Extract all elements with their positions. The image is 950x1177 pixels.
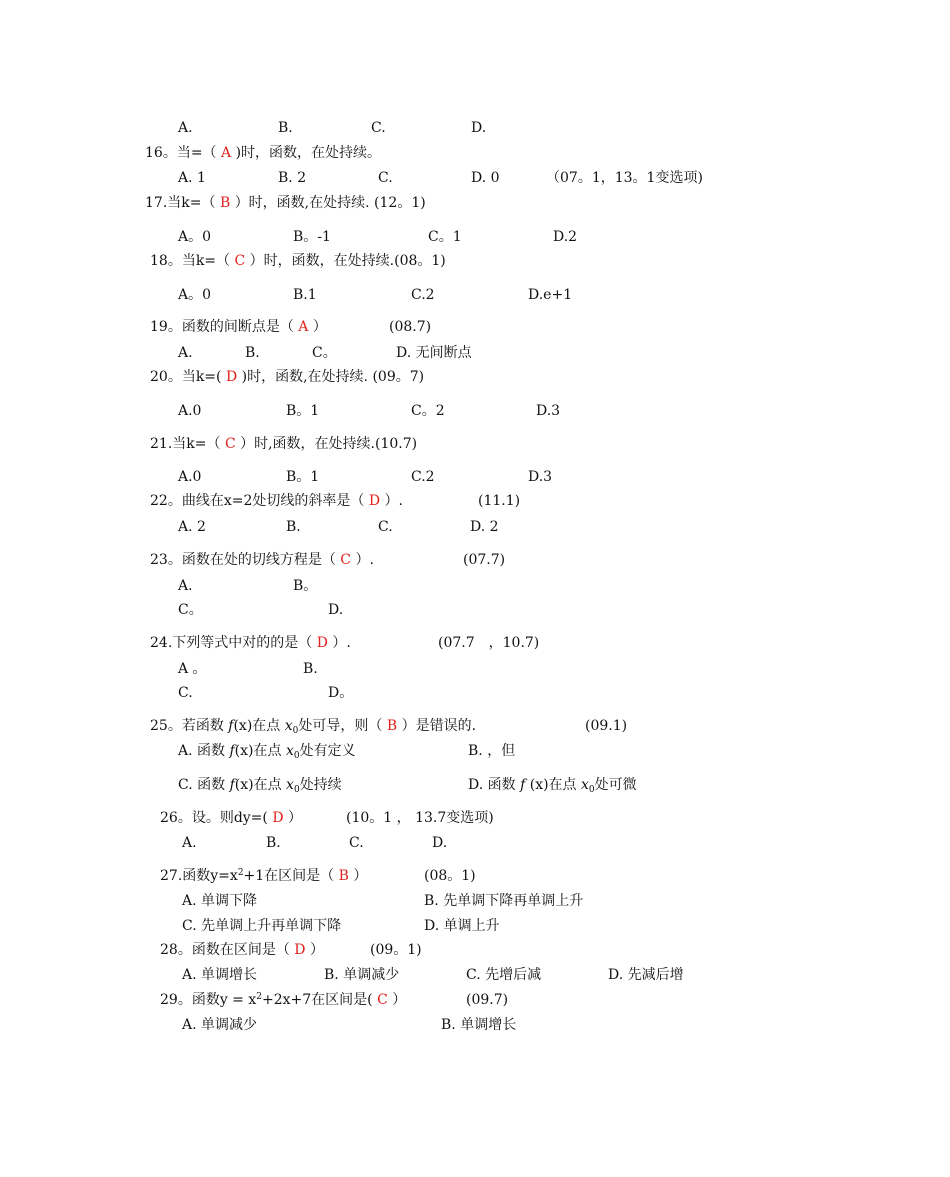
q20-option-a: A.0 (178, 403, 202, 419)
q21-option-a: A.0 (178, 469, 202, 485)
q25-question: 25。若函数 f(x)在点 $x_0$处可导，则（ B ）是错误的. (150, 718, 477, 736)
q26-answer: D (272, 810, 284, 826)
q26-question: 26。设。则dy=( D ） (160, 810, 303, 826)
q20-option-b: B。1 (286, 403, 320, 419)
q22-source: (11.1) (478, 493, 521, 509)
q22-option-c: C. (378, 519, 393, 535)
q16-option-d: D. 0 (471, 170, 500, 186)
q16-option-c: C. (378, 170, 393, 186)
q20-question: 20。当k=( D )时，函数,在处持续. (09。7) (150, 369, 425, 385)
q25-option-d: D. 函数 f (x)在点 $x_0$处可微 (468, 777, 637, 795)
q27-answer: B (338, 868, 349, 884)
q28-option-d: D. 先减后增 (608, 967, 684, 983)
q29-source: (09.7) (466, 992, 509, 1008)
q18-answer: C (234, 253, 246, 269)
q24-answer: D (316, 635, 328, 651)
q15-option-a: A. (178, 120, 193, 136)
q15-option-c: C. (371, 120, 386, 136)
q28-source: (09。1) (370, 942, 422, 958)
q27-option-c: C. 先单调上升再单调下降 (182, 918, 342, 934)
q28-option-b: B. 单调减少 (324, 967, 400, 983)
q17-option-a: A。0 (178, 229, 212, 245)
q24-question: 24.下列等式中对的的是（ D ）. (150, 635, 351, 651)
q28-option-c: C. 先增后减 (466, 967, 542, 983)
q29-option-a: A. 单调减少 (182, 1017, 258, 1033)
q27-option-a: A. 单调下降 (182, 893, 258, 909)
q19-source: (08.7) (389, 319, 432, 335)
q19-question: 19。函数的间断点是（ A ） (150, 319, 327, 335)
q16-option-a: A. 1 (178, 170, 206, 186)
q23-option-a: A. (178, 578, 193, 594)
q20-answer: D (225, 369, 238, 385)
q18-option-c: C.2 (411, 287, 435, 303)
q27-source: (08。1) (424, 868, 476, 884)
q23-question: 23。函数在处的切线方程是（ C ）. (150, 552, 374, 568)
q19-answer: A (298, 319, 309, 335)
q25-answer: B (386, 718, 398, 734)
q16-question: 16。当=（ A )时，函数，在处持续。 (145, 145, 382, 161)
q16-option-b: B. 2 (278, 170, 307, 186)
q19-option-c: C。 (312, 345, 337, 361)
q25-option-b: B. ，但 (468, 743, 516, 759)
q17-question: 17.当k=（ B ）时，函数,在处持续. (12。1) (145, 195, 426, 211)
q21-question: 21.当k=（ C ）时,函数，在处持续.(10.7) (150, 436, 418, 452)
q24-source: (07.7 ，10.7) (438, 635, 540, 651)
q18-question: 18。当k=（ C ）时，函数，在处持续.(08。1) (150, 253, 446, 269)
q23-option-b: B。 (293, 578, 318, 594)
q16-answer: A (221, 145, 232, 161)
q18-option-b: B.1 (293, 287, 317, 303)
q23-option-d: D. (328, 602, 344, 618)
q27-option-b: B. 先单调下降再单调上升 (424, 893, 584, 909)
q26-option-d: D. (432, 835, 448, 851)
q22-answer: D (368, 493, 381, 509)
q24-option-c: C. (178, 685, 193, 701)
q17-option-c: C。1 (428, 229, 462, 245)
q22-option-a: A. 2 (178, 519, 206, 535)
q20-option-c: C。2 (411, 403, 445, 419)
q23-source: (07.7) (463, 552, 506, 568)
q21-option-d: D.3 (528, 469, 553, 485)
q19-option-b: B. (245, 345, 260, 361)
q22-option-b: B. (286, 519, 301, 535)
q21-answer: C (224, 436, 236, 452)
q25-option-a: A. 函数 f(x)在点 $x_0$处有定义 (178, 743, 356, 761)
q29-option-b: B. 单调增长 (441, 1017, 517, 1033)
q27-option-d: D. 单调上升 (424, 918, 500, 934)
q26-option-b: B. (266, 835, 281, 851)
q24-option-d: D。 (328, 685, 354, 701)
q25-source: (09.1) (585, 718, 628, 734)
q19-option-d: D. 无间断点 (396, 345, 472, 361)
q26-source: (10。1 ， 13.7变选项) (346, 810, 494, 826)
q18-option-a: A。0 (178, 287, 212, 303)
q15-option-d: D. (471, 120, 487, 136)
q27-question: 27.函数$y=x^2+1$在区间是（ B ） (160, 868, 368, 884)
q17-answer: B (219, 195, 231, 211)
q18-option-d: D.e+1 (528, 287, 573, 303)
q29-answer: C (377, 992, 388, 1008)
q26-option-c: C. (349, 835, 364, 851)
q24-option-b: B. (303, 661, 318, 677)
q17-option-b: B。-1 (293, 229, 331, 245)
q15-option-b: B. (278, 120, 293, 136)
q19-option-a: A. (178, 345, 193, 361)
q23-option-c: C。 (178, 602, 203, 618)
q21-option-c: C.2 (411, 469, 435, 485)
q29-question: 29。函数$y = x^2+2x+7$在区间是( C ） (160, 992, 407, 1008)
q28-question: 28。函数在区间是（ D ） (160, 942, 324, 958)
q22-question: 22。曲线在x=2处切线的斜率是（ D ）. (150, 493, 403, 509)
q22-option-d: D. 2 (470, 519, 499, 535)
q20-option-d: D.3 (536, 403, 561, 419)
q23-answer: C (340, 552, 351, 568)
q26-option-a: A. (182, 835, 197, 851)
q17-option-d: D.2 (553, 229, 578, 245)
q28-option-a: A. 单调增长 (182, 967, 258, 983)
q21-option-b: B。1 (286, 469, 320, 485)
q16-source: （07。1，13。1变选项) (546, 170, 703, 186)
q25-option-c: C. 函数 f(x)在点 $x_0$处持续 (178, 777, 342, 795)
q24-option-a: A 。 (178, 661, 207, 677)
q28-answer: D (294, 942, 306, 958)
